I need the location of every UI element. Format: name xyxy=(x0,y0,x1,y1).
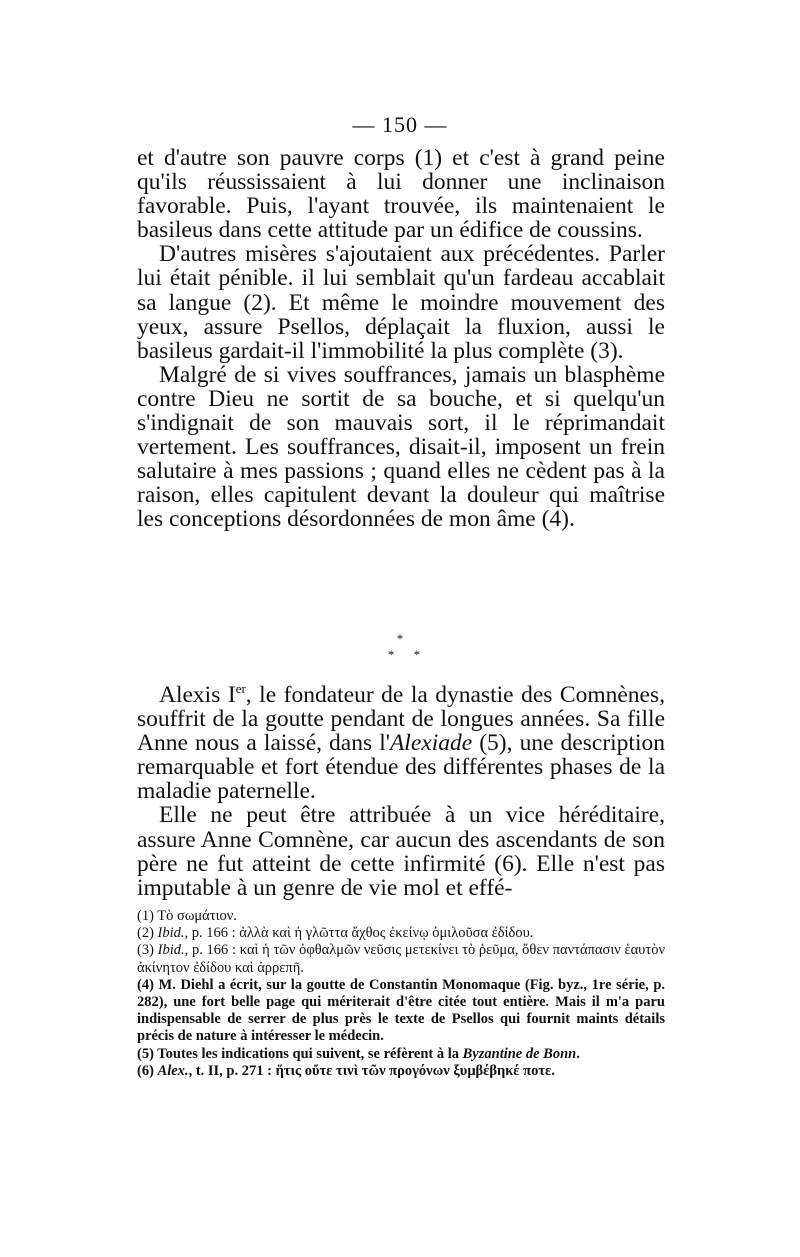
footnote-text: , p. 166 : καὶ ἡ τῶν ὀφθαλμῶν νεῦσις μετεκίνει τὸ ῥεῦμα, ὅθεν παντάπασιν ἑαυτὸν ἀκίνητον ἐδίδου καὶ ἀρρεπῆ. xyxy=(137,942,665,976)
paragraph: et d'autre son pauvre corps (1) et c'est à grand peine qu'ils réussissaient à lui donner une inclinaison favorable. Puis, l'ayant trouvée, ils maintenaient le basileus dans cette attitude par un édifice de coussins. xyxy=(137,145,665,244)
footnote xyxy=(137,925,665,942)
paragraph: Malgré de si vives souffrances, jamais un blasphème contre Dieu ne sortit de sa bouche, et si quelqu'un s'indignait de son mauvais sort, il le réprimandait vertement. Les souffrances, disait-il, imposent un frein salutaire à mes passions ; quand elles ne cèdent pas à la raison, elles capitulent devant la douleur qui maîtrise les conceptions désordonnées de mon âme (4). xyxy=(137,361,665,533)
text-block-1 xyxy=(137,146,665,532)
footnote-number: (2) xyxy=(137,925,154,942)
footnote-number: (5) xyxy=(137,1045,154,1062)
footnote xyxy=(137,1063,665,1080)
italic-title: Alexiade xyxy=(389,730,473,757)
footnote-number: (4) xyxy=(137,976,154,993)
footnote-number: (1) xyxy=(137,908,154,924)
footnote-text: Τὸ σωμάτιον. xyxy=(157,908,237,924)
footnote-text: . xyxy=(576,1045,580,1062)
text-run: (5), une description remarquable et fort étendue des différentes phases de la maladie paternelle. xyxy=(137,730,665,805)
footnote-text: M. Diehl a écrit, sur la goutte de Constantin Monomaque (Fig. byz., 1re série, p. 282), une fort belle page qui mériterait d'être citée tout entière. Mais il m'a paru indispensable de serrer de plus près le texte de Psellos qui fournit maints détails précis de nature à intéresser le médecin. xyxy=(137,976,666,1045)
text-run: , le fondateur de la dynastie des Comnènes, souffrit de la goutte pendant de longues années. Sa fille Anne nous a laissé, dans l' xyxy=(137,682,665,757)
footnote-number: (6) xyxy=(137,1062,154,1079)
footnote-ref: Alex. xyxy=(157,1062,189,1079)
footnotes xyxy=(137,908,665,1080)
footnote-text: , p. 166 : ἀλλὰ καὶ ἡ γλῶττα ἄχθος ἐκείνῳ ὁμιλοῦσα ἐδίδου. xyxy=(184,925,534,942)
section-separator-top: * xyxy=(396,631,404,646)
page-number: — 150 — xyxy=(352,112,448,137)
footnote-ref: Ibid. xyxy=(157,942,185,959)
section-separator-bottom: * * xyxy=(387,647,429,662)
footnote xyxy=(137,1046,665,1063)
paragraph xyxy=(137,683,665,803)
footnote xyxy=(137,908,665,925)
footnote-text: Toutes les indications qui suivent, se réfèrent à la xyxy=(157,1045,463,1062)
paragraph: D'autres misères s'ajoutaient aux précédentes. Parler lui était pénible. il lui semblait qu'un fardeau accablait sa langue (2). Et même le moindre mouvement des yeux, assure Psellos, déplaçait la fluxion, aussi le basileus gardait-il l'immobilité la plus complète (3). xyxy=(137,241,665,364)
footnote-ref: Ibid. xyxy=(157,925,185,942)
footnote-text: , t. II, p. 271 : ἥτις οὔτε τινὶ τῶν προγόνων ξυμβέβηκέ ποτε. xyxy=(188,1062,555,1079)
superscript: er xyxy=(235,681,246,697)
footnote-italic: Byzantine de Bonn xyxy=(462,1045,577,1062)
footnote-number: (3) xyxy=(137,942,154,959)
footnote xyxy=(137,942,665,976)
paragraph: Elle ne peut être attribuée à un vice héréditaire, assure Anne Comnène, car aucun des ascendants de son père ne fut atteint de cette infirmité (6). Elle n'est pas imputable à un genre de vie mol et effé- xyxy=(137,802,665,901)
text-block-2 xyxy=(137,683,665,900)
text-run: Alexis I xyxy=(159,682,236,708)
footnote xyxy=(137,977,665,1046)
